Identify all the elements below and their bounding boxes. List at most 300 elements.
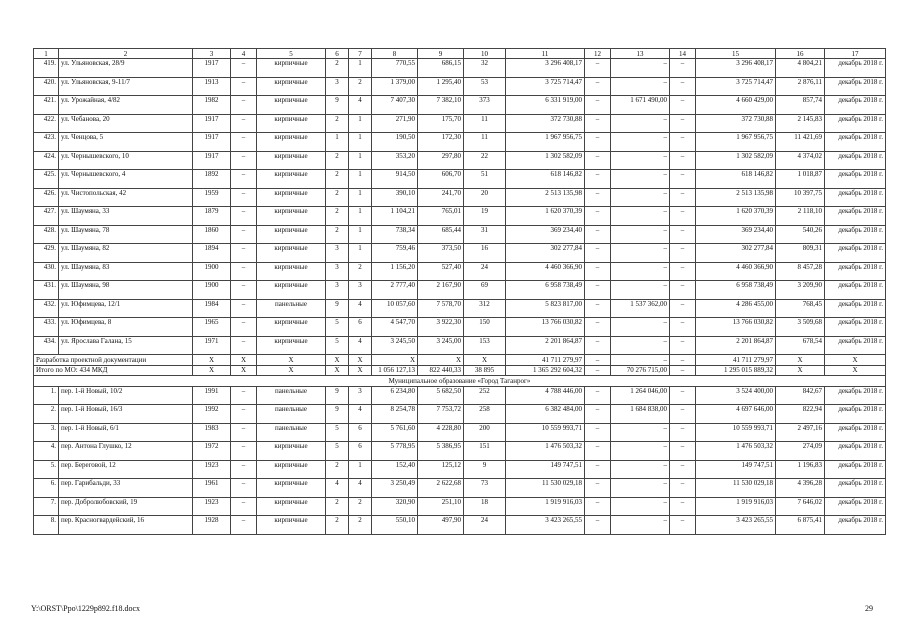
table-cell: 31 [464, 225, 506, 244]
table-cell: 20 [464, 188, 506, 207]
table-cell: 1 919 916,03 [696, 497, 776, 516]
table-row [34, 225, 886, 244]
table-cell: 2 [326, 225, 349, 244]
table-cell: 606,70 [418, 170, 464, 189]
table-cell: декабрь 2018 г. [825, 77, 886, 96]
table-cell: 8 254,78 [372, 405, 418, 424]
table-cell: 2 [326, 460, 349, 479]
table-cell: – [231, 133, 257, 152]
table-cell: – [585, 96, 611, 115]
table-cell: 3 [326, 262, 349, 281]
table-cell: 1917 [193, 114, 231, 133]
table-cell: 5 [326, 423, 349, 442]
table-cell: – [611, 318, 670, 337]
table-cell: 423. [34, 133, 59, 152]
table-cell: ул. Чернышевского, 4 [59, 170, 193, 189]
table-cell: 1917 [193, 59, 231, 78]
table-cell: – [611, 262, 670, 281]
table-cell: 422. [34, 114, 59, 133]
summary-cell: X [776, 365, 825, 376]
table-cell: 1894 [193, 244, 231, 263]
table-cell: 2 [349, 262, 372, 281]
register-table [33, 48, 886, 535]
table-cell: кирпичные [257, 96, 326, 115]
table-cell: – [585, 386, 611, 405]
table-cell: 7 753,72 [418, 405, 464, 424]
table-cell: 1 302 582,09 [506, 151, 585, 170]
table-cell: 6 [349, 423, 372, 442]
table-cell: 9 [326, 405, 349, 424]
table-cell: декабрь 2018 г. [825, 442, 886, 461]
table-cell: – [670, 497, 696, 516]
table-cell: – [585, 244, 611, 263]
table-cell: пер. Гарибальди, 33 [59, 479, 193, 498]
table-cell: 5 386,95 [418, 442, 464, 461]
summary-cell: 1 056 127,13 [372, 365, 418, 376]
column-number-cell: 13 [611, 49, 670, 59]
table-cell: ул. Шаумяна, 82 [59, 244, 193, 263]
summary-cell: X [372, 355, 418, 366]
table-cell: – [585, 479, 611, 498]
table-cell: 9 [326, 96, 349, 115]
table-cell: 2 [349, 77, 372, 96]
table-cell: 6 [349, 318, 372, 337]
table-cell: пер. 1-й Новый, 16/3 [59, 405, 193, 424]
table-cell: 2 [326, 170, 349, 189]
table-cell: – [585, 170, 611, 189]
summary-cell: X [231, 355, 257, 366]
table-cell: 7. [34, 497, 59, 516]
table-cell: 738,34 [372, 225, 418, 244]
table-cell: 425. [34, 170, 59, 189]
table-cell: – [585, 114, 611, 133]
table-cell: 3. [34, 423, 59, 442]
table-cell: 3 922,30 [418, 318, 464, 337]
table-cell: кирпичные [257, 114, 326, 133]
table-cell: ул. Шаумяна, 33 [59, 207, 193, 226]
table-cell: 69 [464, 281, 506, 300]
table-cell: 1 156,20 [372, 262, 418, 281]
table-cell: 822,94 [776, 405, 825, 424]
table-cell: – [670, 516, 696, 535]
table-cell: декабрь 2018 г. [825, 114, 886, 133]
table-cell: – [231, 96, 257, 115]
table-cell: 7 382,10 [418, 96, 464, 115]
table-cell: 4 [349, 405, 372, 424]
table-cell: 1917 [193, 133, 231, 152]
table-row [34, 386, 886, 405]
table-cell: декабрь 2018 г. [825, 497, 886, 516]
table-cell: – [670, 225, 696, 244]
summary-cell: X [193, 355, 231, 366]
table-body [34, 49, 886, 535]
summary-cell: 822 440,33 [418, 365, 464, 376]
table-cell: кирпичные [257, 336, 326, 355]
table-cell: 4 374,02 [776, 151, 825, 170]
table-cell: – [611, 188, 670, 207]
table-cell: 2 [326, 114, 349, 133]
table-cell: 2 118,10 [776, 207, 825, 226]
table-cell: 3 209,90 [776, 281, 825, 300]
table-cell: – [611, 114, 670, 133]
table-cell: 1860 [193, 225, 231, 244]
table-cell: кирпичные [257, 207, 326, 226]
table-cell: 420. [34, 77, 59, 96]
table-cell: 4 660 429,00 [696, 96, 776, 115]
table-cell: – [231, 59, 257, 78]
table-cell: 369 234,40 [696, 225, 776, 244]
table-cell: 1 295,40 [418, 77, 464, 96]
table-row [34, 188, 886, 207]
summary-cell: X [326, 355, 349, 366]
summary-label: Разработка проектной документации [34, 355, 193, 366]
table-cell: 172,30 [418, 133, 464, 152]
table-row [34, 114, 886, 133]
table-cell: 3 423 265,55 [696, 516, 776, 535]
table-cell: ул. Чистопольская, 42 [59, 188, 193, 207]
table-row [34, 497, 886, 516]
table-cell: 914,50 [372, 170, 418, 189]
table-cell: 424. [34, 151, 59, 170]
table-cell: декабрь 2018 г. [825, 405, 886, 424]
summary-cell: X [193, 365, 231, 376]
table-cell: 1992 [193, 405, 231, 424]
table-cell: – [670, 77, 696, 96]
table-cell: 4 [349, 96, 372, 115]
table-row [34, 281, 886, 300]
table-cell: 6 234,80 [372, 386, 418, 405]
table-cell: – [670, 262, 696, 281]
table-row [34, 336, 886, 355]
table-cell: декабрь 2018 г. [825, 244, 886, 263]
column-number-cell: 17 [825, 49, 886, 59]
table-cell: 1991 [193, 386, 231, 405]
table-cell: панельные [257, 405, 326, 424]
table-cell: 18 [464, 497, 506, 516]
table-cell: – [611, 479, 670, 498]
summary-cell: X [349, 365, 372, 376]
table-cell: 2 [326, 516, 349, 535]
table-cell: 13 766 030,82 [696, 318, 776, 337]
table-cell: 4 396,28 [776, 479, 825, 498]
table-cell: 9 [464, 460, 506, 479]
table-cell: 1959 [193, 188, 231, 207]
summary-cell: 38 895 [464, 365, 506, 376]
table-cell: панельные [257, 299, 326, 318]
table-cell: 7 578,70 [418, 299, 464, 318]
table-cell: – [611, 336, 670, 355]
table-cell: 8. [34, 516, 59, 535]
summary-cell: X [825, 355, 886, 366]
table-cell: – [611, 460, 670, 479]
table-cell: 428. [34, 225, 59, 244]
column-number-cell: 14 [670, 49, 696, 59]
table-cell: – [585, 516, 611, 535]
table-cell: – [231, 77, 257, 96]
table-cell: 372 730,88 [506, 114, 585, 133]
table-cell: 3 296 408,17 [696, 59, 776, 78]
table-cell: – [585, 336, 611, 355]
table-cell: 390,10 [372, 188, 418, 207]
table-cell: 1 476 503,32 [506, 442, 585, 461]
table-cell: – [611, 442, 670, 461]
table-cell: 429. [34, 244, 59, 263]
table-cell: 2 777,40 [372, 281, 418, 300]
table-cell: – [585, 59, 611, 78]
table-row [34, 262, 886, 281]
table-cell: 9 [326, 299, 349, 318]
table-cell: 4 228,80 [418, 423, 464, 442]
table-cell: 678,54 [776, 336, 825, 355]
table-cell: – [611, 207, 670, 226]
table-cell: – [611, 77, 670, 96]
table-cell: 5 [326, 442, 349, 461]
table-cell: кирпичные [257, 151, 326, 170]
table-cell: 51 [464, 170, 506, 189]
table-cell: 4 [349, 336, 372, 355]
column-number-cell: 5 [257, 49, 326, 59]
table-cell: ул. Юфимцева, 12/1 [59, 299, 193, 318]
table-cell: 1965 [193, 318, 231, 337]
table-cell: ул. Чернышевского, 10 [59, 151, 193, 170]
summary-cell: X [776, 355, 825, 366]
section-title: Муниципальное образование «Город Таганрог» [34, 376, 886, 387]
table-cell: – [231, 114, 257, 133]
table-cell: 53 [464, 77, 506, 96]
table-cell: – [231, 188, 257, 207]
table-cell: декабрь 2018 г. [825, 96, 886, 115]
table-cell: – [585, 262, 611, 281]
summary-cell: – [585, 365, 611, 376]
table-cell: 6. [34, 479, 59, 498]
table-cell: – [670, 59, 696, 78]
table-cell: 1 264 046,00 [611, 386, 670, 405]
table-cell: – [670, 133, 696, 152]
table-cell: ул. Ярослава Галана, 15 [59, 336, 193, 355]
table-cell: 427. [34, 207, 59, 226]
table-row [34, 170, 886, 189]
table-cell: кирпичные [257, 170, 326, 189]
table-cell: кирпичные [257, 442, 326, 461]
table-cell: декабрь 2018 г. [825, 386, 886, 405]
table-cell: 6 382 484,00 [506, 405, 585, 424]
table-cell: ул. Шаумяна, 98 [59, 281, 193, 300]
table-cell: 1 537 362,00 [611, 299, 670, 318]
table-cell: 1983 [193, 423, 231, 442]
table-cell: – [231, 460, 257, 479]
table-cell: 4 [326, 479, 349, 498]
table-cell: 1. [34, 386, 59, 405]
table-cell: 1 [349, 133, 372, 152]
table-cell: 2 201 864,87 [506, 336, 585, 355]
table-cell: 320,90 [372, 497, 418, 516]
summary-cell: 1 295 015 889,32 [696, 365, 776, 376]
table-cell: пер. Антона Глушко, 12 [59, 442, 193, 461]
table-cell: 4 460 366,90 [696, 262, 776, 281]
summary-cell: X [257, 365, 326, 376]
table-row [34, 460, 886, 479]
table-cell: 6 958 738,49 [506, 281, 585, 300]
column-number-cell: 1 [34, 49, 59, 59]
table-cell: 3 245,00 [418, 336, 464, 355]
table-cell: 3 423 265,55 [506, 516, 585, 535]
summary-cell: X [349, 355, 372, 366]
table-cell: 426. [34, 188, 59, 207]
table-cell: 2 [349, 497, 372, 516]
summary-cell: X [825, 365, 886, 376]
table-cell: кирпичные [257, 479, 326, 498]
table-cell: 527,40 [418, 262, 464, 281]
table-cell: – [670, 170, 696, 189]
table-cell: – [231, 442, 257, 461]
table-cell: декабрь 2018 г. [825, 151, 886, 170]
table-cell: 770,55 [372, 59, 418, 78]
table-cell: 125,12 [418, 460, 464, 479]
table-cell: – [670, 151, 696, 170]
summary-cell: X [231, 365, 257, 376]
table-cell: 765,01 [418, 207, 464, 226]
table-cell: – [611, 244, 670, 263]
table-cell: – [670, 114, 696, 133]
table-cell: 2 [326, 188, 349, 207]
table-cell: 1984 [193, 299, 231, 318]
table-cell: 1 [349, 114, 372, 133]
table-cell: 11 [464, 133, 506, 152]
column-number-cell: 7 [349, 49, 372, 59]
table-cell: 151 [464, 442, 506, 461]
summary-cell: 41 711 279,97 [506, 355, 585, 366]
table-cell: 3 725 714,47 [506, 77, 585, 96]
table-cell: – [585, 299, 611, 318]
table-cell: 1 967 956,75 [696, 133, 776, 152]
table-cell: 809,31 [776, 244, 825, 263]
table-cell: 10 057,60 [372, 299, 418, 318]
table-cell: 3 524 400,00 [696, 386, 776, 405]
table-cell: 3 245,50 [372, 336, 418, 355]
summary-cell: X [326, 365, 349, 376]
table-cell: 421. [34, 96, 59, 115]
table-cell: – [670, 318, 696, 337]
table-cell: 5 761,60 [372, 423, 418, 442]
table-cell: – [585, 207, 611, 226]
table-cell: 1 [349, 170, 372, 189]
table-cell: 540,26 [776, 225, 825, 244]
table-cell: – [611, 151, 670, 170]
table-cell: – [231, 405, 257, 424]
table-cell: – [231, 423, 257, 442]
table-cell: 4 [349, 299, 372, 318]
table-cell: декабрь 2018 г. [825, 170, 886, 189]
table-cell: 3 250,49 [372, 479, 418, 498]
table-cell: декабрь 2018 г. [825, 299, 886, 318]
table-cell: 4. [34, 442, 59, 461]
table-cell: – [585, 281, 611, 300]
table-cell: – [670, 207, 696, 226]
table-cell: декабрь 2018 г. [825, 516, 886, 535]
table-cell: 3 296 408,17 [506, 59, 585, 78]
table-cell: 2 [349, 516, 372, 535]
table-cell: 297,80 [418, 151, 464, 170]
table-cell: 7 407,30 [372, 96, 418, 115]
table-cell: – [231, 386, 257, 405]
table-cell: – [670, 96, 696, 115]
table-cell: 2 622,68 [418, 479, 464, 498]
table-cell: 2 [326, 497, 349, 516]
summary-cell: X [418, 355, 464, 366]
table-row [34, 77, 886, 96]
table-cell: 3 [349, 386, 372, 405]
table-row [34, 479, 886, 498]
table-cell: панельные [257, 423, 326, 442]
table-cell: пер. Добролюбовский, 19 [59, 497, 193, 516]
table-cell: – [670, 281, 696, 300]
table-cell: 8 457,28 [776, 262, 825, 281]
table-cell: – [585, 497, 611, 516]
table-cell: кирпичные [257, 133, 326, 152]
table-cell: 4 788 446,00 [506, 386, 585, 405]
summary-cell: – [585, 355, 611, 366]
table-cell: 6 331 919,00 [506, 96, 585, 115]
table-cell: 5. [34, 460, 59, 479]
table-row [34, 442, 886, 461]
table-cell: кирпичные [257, 318, 326, 337]
column-number-cell: 8 [372, 49, 418, 59]
table-cell: – [231, 151, 257, 170]
column-number-cell: 12 [585, 49, 611, 59]
table-cell: пер. Красногвардейский, 16 [59, 516, 193, 535]
table-cell: 5 682,50 [418, 386, 464, 405]
table-cell: – [585, 318, 611, 337]
table-cell: 434. [34, 336, 59, 355]
column-number-cell: 15 [696, 49, 776, 59]
table-cell: 1 967 956,75 [506, 133, 585, 152]
table-cell: 2 [326, 207, 349, 226]
table-cell: – [231, 299, 257, 318]
table-cell: ул. Шаумяна, 78 [59, 225, 193, 244]
table-cell: 11 421,69 [776, 133, 825, 152]
table-cell: ул. Чебанова, 20 [59, 114, 193, 133]
table-cell: 433. [34, 318, 59, 337]
table-cell: – [231, 479, 257, 498]
table-cell: – [670, 299, 696, 318]
table-cell: 1 104,21 [372, 207, 418, 226]
table-cell: 3 [326, 77, 349, 96]
table-cell: 11 530 029,18 [506, 479, 585, 498]
table-cell: 1 [326, 133, 349, 152]
table-row [34, 96, 886, 115]
table-cell: 550,10 [372, 516, 418, 535]
table-cell: декабрь 2018 г. [825, 59, 886, 78]
table-cell: 1 196,83 [776, 460, 825, 479]
column-number-cell: 9 [418, 49, 464, 59]
table-cell: 369 234,40 [506, 225, 585, 244]
table-cell: 16 [464, 244, 506, 263]
table-cell: 432. [34, 299, 59, 318]
table-cell: 11 530 029,18 [696, 479, 776, 498]
table-cell: 258 [464, 405, 506, 424]
table-cell: 4 460 366,90 [506, 262, 585, 281]
table-cell: 251,10 [418, 497, 464, 516]
table-row [34, 516, 886, 535]
table-cell: кирпичные [257, 244, 326, 263]
table-cell: кирпичные [257, 225, 326, 244]
table-cell: 1 [349, 244, 372, 263]
table-cell: 2 513 135,98 [506, 188, 585, 207]
table-cell: декабрь 2018 г. [825, 423, 886, 442]
table-cell: 1 [349, 151, 372, 170]
table-cell: 11 [464, 114, 506, 133]
table-cell: 2 [326, 59, 349, 78]
